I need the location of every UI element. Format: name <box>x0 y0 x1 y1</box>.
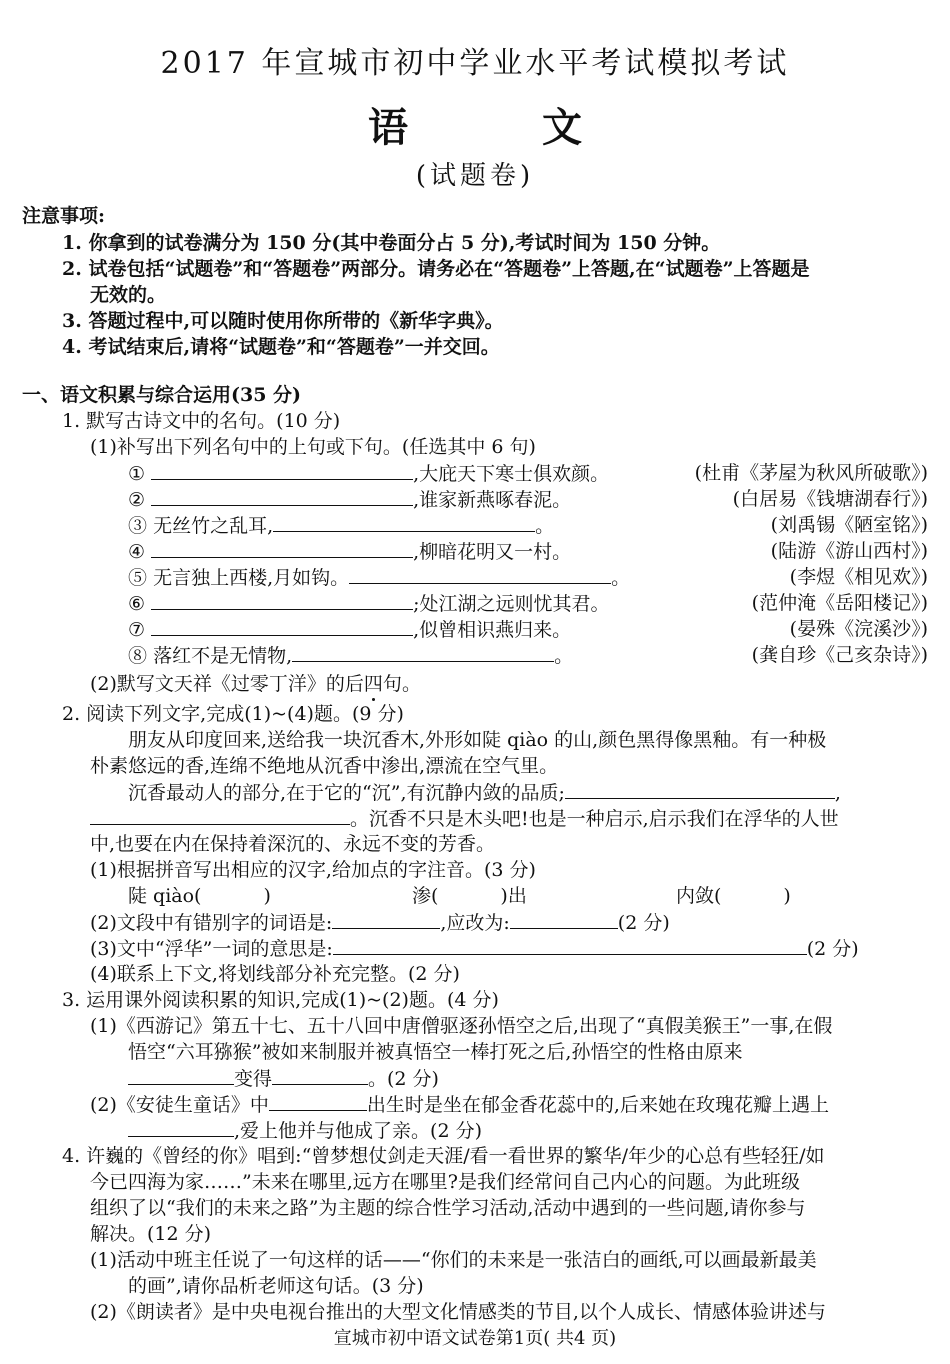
poem-line-8: ⑧ 落红不是无情物, 。 <box>128 645 574 667</box>
q4-sub1-line1: (1)活动中班主任说了一句这样的话——“你们的未来是一张洁白的画纸,可以画最新最美 <box>90 1249 817 1271</box>
q2-sub1-item-a: 陡 qiào( ) <box>128 885 271 907</box>
q4-line3: 组织了以“我们的未来之路”为主题的综合性学习活动,活动中遇到的一些问题,请你参与 <box>90 1197 806 1219</box>
q4-line2: 今已四海为家……”未来在哪里,远方在哪里?是我们经常问自己内心的问题。为此班级 <box>90 1171 800 1193</box>
q4-sub1-line2: 的画”,请你品析老师这句话。(3 分) <box>128 1275 424 1297</box>
poem-source-5: (李煜《相见欢》) <box>789 566 928 588</box>
poem-line-7: ⑦ ,似曾相识燕归来。 <box>128 619 572 641</box>
poem-source-4: (陆游《游山西村》) <box>770 540 928 562</box>
q1-part1: (1)补写出下列名句中的上句或下句。(任选其中 6 句) <box>90 436 536 458</box>
q2-sub1-item-c: 内敛( ) <box>676 885 791 907</box>
subject-title: 语 文 <box>368 104 642 151</box>
poem-line-6: ⑥ ;处江湖之远则忧其君。 <box>128 593 610 615</box>
section-heading: 一、语文积累与综合运用(35 分) <box>22 384 302 406</box>
q2-para1-line1: 朋友从印度回来,送给我一块沉香木,外形如陡 qiào 的山,颜色黑得像黑釉。有一种极 <box>128 729 827 751</box>
notice-heading: 注意事项: <box>22 205 106 227</box>
page-footer: 宣城市初中语文试卷第1页( 共4 页) <box>333 1328 617 1349</box>
notice-item-3: 3. 答题过程中,可以随时使用你所带的《新华字典》。 <box>62 310 504 332</box>
poem-line-4: ④ ,柳暗花明又一村。 <box>128 541 572 563</box>
q2-sub2: (2)文段中有错别字的词语是: ,应改为: (2 分) <box>90 912 670 934</box>
poem-line-3: ③ 无丝竹之乱耳, 。 <box>128 515 555 537</box>
q4-sub2-line1: (2)《朗读者》是中央电视台推出的大型文化情感类的节目,以个人成长、情感体验讲述与 <box>90 1301 826 1323</box>
notice-item-2: 2. 试卷包括“试题卷”和“答题卷”两部分。请务必在“答题卷”上答题,在“试题卷”上答题是 <box>62 258 810 280</box>
poem-line-2: ② ,谁家新燕啄春泥。 <box>128 489 572 511</box>
q2-para1-line2: 朴素悠远的香,连绵不绝地从沉香中渗出,漂流在空气里。 <box>90 755 559 777</box>
notice-item-4: 4. 考试结束后,请将“试题卷”和“答题卷”一并交回。 <box>62 336 500 358</box>
q2-sub1-item-b: 渗( )出 <box>412 885 527 907</box>
q3-sub1-line2: 悟空“六耳猕猴”被如来制服并被真悟空一棒打死之后,孙悟空的性格由原来 <box>128 1041 743 1063</box>
q2-para2-line3: 中,也要在内在保持着深沉的、永远不变的芳香。 <box>90 833 496 855</box>
q3-sub2-line2: ,爱上他并与他成了亲。(2 分) <box>128 1118 482 1143</box>
poem-source-3: (刘禹锡《陋室铭》) <box>770 514 928 536</box>
paper-subtitle: (试题卷) <box>415 161 535 191</box>
q3-sub1-line1: (1)《西游记》第五十七、五十八回中唐僧驱逐孙悟空之后,出现了“真假美猴王”一事,在假 <box>90 1015 833 1037</box>
q2-sub4: (4)联系上下文,将划线部分补充完整。(2 分) <box>90 963 460 985</box>
q2-para2-line1: 沉香最动人的部分,在于它的“沉”,有沉静内敛的品质; , <box>128 782 841 804</box>
poem-source-6: (范仲淹《岳阳楼记》) <box>751 592 928 614</box>
q4-line1: 4. 许巍的《曾经的你》唱到:“曾梦想仗剑走天涯/看一看世界的繁华/年少的心总有些轻狂/如 <box>62 1145 825 1167</box>
q4-line4: 解决。(12 分) <box>90 1223 212 1245</box>
q1-stem: 1. 默写古诗文中的名句。(10 分) <box>62 410 341 432</box>
poem-line-1: ① ,大庇天下寒士俱欢颜。 <box>128 463 610 485</box>
q1-part2: (2)默写文天祥《过零丁洋》的后四句。 <box>90 673 421 695</box>
notice-item-2-cont: 无效的。 <box>90 284 167 306</box>
notice-item-1: 1. 你拿到的试卷满分为 150 分(其中卷面分占 5 分),考试时间为 150 分钟。 <box>62 232 721 254</box>
exam-title: 2017 年宣城市初中学业水平考试模拟考试 <box>160 46 790 81</box>
q2-para2-line2: 。沉香不只是木头吧!也是一种启示,启示我们在浮华的人世 <box>90 806 839 831</box>
poem-source-2: (白居易《钱塘湖春行》) <box>732 488 928 510</box>
q2-sub1: (1)根据拼音写出相应的汉字,给加点的字注音。(3 分) <box>90 859 536 881</box>
poem-source-1: (杜甫《茅屋为秋风所破歌》) <box>694 462 928 484</box>
q3-stem: 3. 运用课外阅读积累的知识,完成(1)~(2)题。(4 分) <box>62 989 499 1011</box>
q3-sub1-line3: 变得 。(2 分) <box>128 1066 439 1091</box>
q2-sub3: (3)文中“浮华”一词的意思是: (2 分) <box>90 938 859 960</box>
q3-sub2-line1: (2)《安徒生童话》中 出生时是坐在郁金香花蕊中的,后来她在玫瑰花瓣上遇上 <box>90 1094 829 1116</box>
poem-line-5: ⑤ 无言独上西楼,月如钩。 。 <box>128 567 631 589</box>
poem-source-7: (晏殊《浣溪沙》) <box>789 618 928 640</box>
q2-stem: 2. 阅读下列文字,完成(1)~(4)题。(9 分) <box>62 703 404 725</box>
poem-source-8: (龚自珍《己亥杂诗》) <box>751 644 928 666</box>
